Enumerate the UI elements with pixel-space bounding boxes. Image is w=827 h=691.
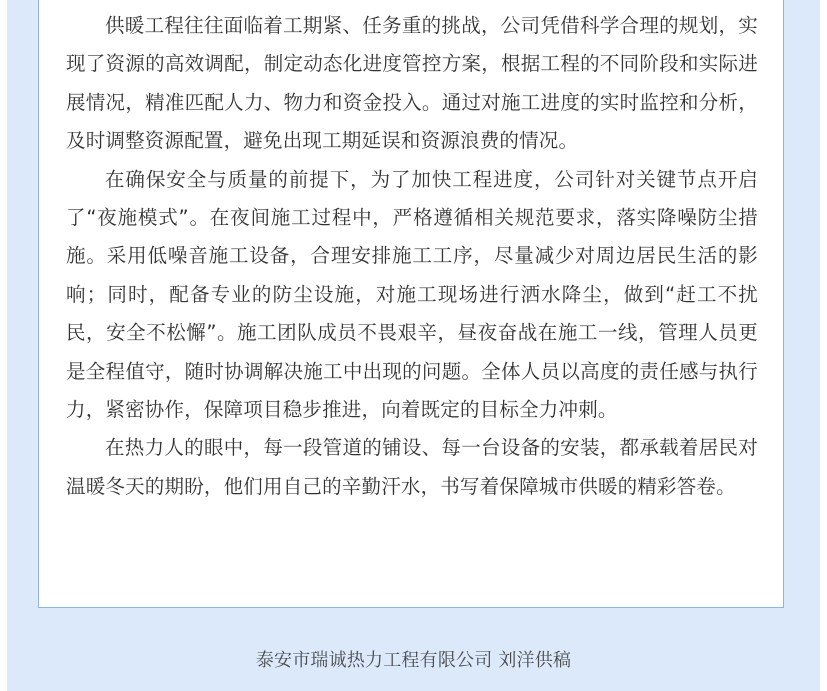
article-body xyxy=(66,7,758,506)
paragraph-schedule: 供暖工程往往面临着工期紧、任务重的挑战，公司凭借科学合理的规划，实现了资源的高效调配，制定动态化进度管控方案，根据工程的不同阶段和实际进展情况，精准匹配人力、物力和资金投入。通过对施工进度的实时监控和分析，及时调整资源配置，避免出现工期延误和资源浪费的情况。 xyxy=(66,14,758,153)
article-box xyxy=(38,0,784,608)
paragraph-conclusion: 在热力人的眼中，每一段管道的铺设、每一台设备的安装，都承载着居民对温暖冬天的期盼，他们用自己的辛勤汗水，书写着保障城市供暖的精彩答卷。 xyxy=(66,436,758,498)
footer-credit: 泰安市瑞诚热力工程有限公司 刘洋供稿 xyxy=(255,650,572,671)
paragraph-night-work: 在确保安全与质量的前提下，为了加快工程进度，公司针对关键节点开启了“夜施模式”。在夜间施工过程中，严格遵循相关规范要求，落实降噪防尘措施。采用低噪音施工设备，合理安排施工工序，尽量减少对周边居民生活的影响；同时，配备专业的防尘设施，对施工现场进行洒水降尘，做到“赶工不扰民，安全不松懈”。施工团队成员不畏艰辛，昼夜奋战在施工一线，管理人员更是全程值守，随时协调解决施工中出现的问题。全体人员以高度的责任感与执行力，紧密协作，保障项目稳步推进，向着既定的目标全力冲刺。 xyxy=(66,167,758,422)
